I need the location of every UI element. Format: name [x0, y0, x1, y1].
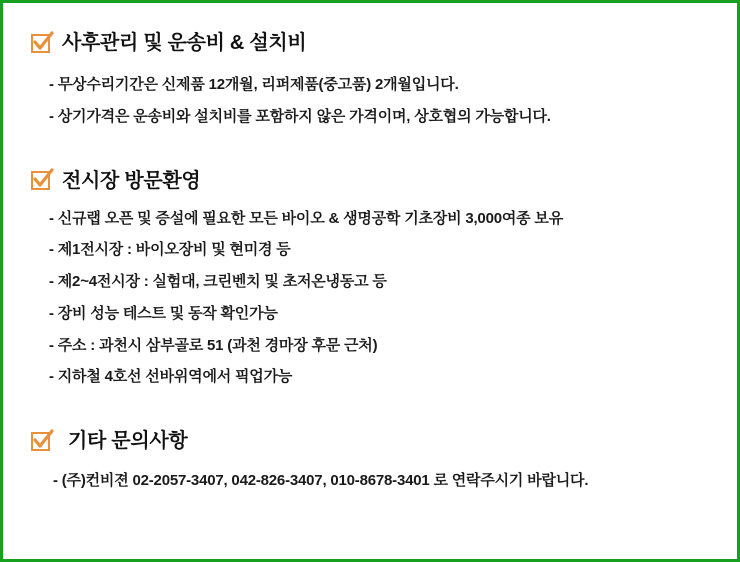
section-header	[31, 31, 709, 55]
list-item: - 상기가격은 운송비와 설치비를 포함하지 않은 가격이며, 상호협의 가능합니다.	[49, 107, 551, 125]
section-header	[31, 429, 709, 453]
section-other-inquiries	[31, 429, 709, 497]
section-title: 사후관리 및 운송비 & 설치비	[62, 32, 307, 54]
section-items	[31, 465, 709, 497]
list-item: - 제2~4전시장 : 실험대, 크린벤치 및 초저온냉동고 등	[49, 273, 387, 290]
list-item: - 지하철 4호선 선바위역에서 픽업가능	[49, 368, 293, 386]
orange-check-icon	[31, 34, 50, 53]
list-item: - 무상수리기간은 신제품 12개월, 리퍼제품(중고품) 2개월입니다.	[49, 76, 459, 93]
list-item: - (주)컨비젼 02-2057-3407, 042-826-3407, 010-8678-3401 로 연락주시기 바랍니다.	[53, 472, 589, 489]
spacer	[31, 139, 709, 169]
list-item: - 장비 성능 테스트 및 동작 확인가능	[49, 304, 278, 322]
section-title: 기타 문의사항	[68, 430, 188, 452]
section-items	[31, 69, 709, 133]
orange-check-icon	[31, 432, 50, 451]
list-item: - 주소 : 과천시 삼부골로 51 (과천 경마장 후문 근처)	[49, 336, 378, 354]
section-header	[31, 169, 709, 193]
section-showroom	[31, 169, 709, 394]
section-items	[31, 203, 709, 394]
list-item: - 제1전시장 : 바이오장비 및 현미경 등	[49, 241, 291, 259]
orange-check-icon	[31, 171, 50, 190]
section-title: 전시장 방문환영	[62, 169, 201, 192]
section-after-sales	[31, 31, 709, 133]
list-item: - 신규랩 오픈 및 증설에 필요한 모든 바이오 & 생명공학 기초장비 3,000여종 보유	[49, 209, 563, 227]
spacer	[31, 399, 709, 429]
